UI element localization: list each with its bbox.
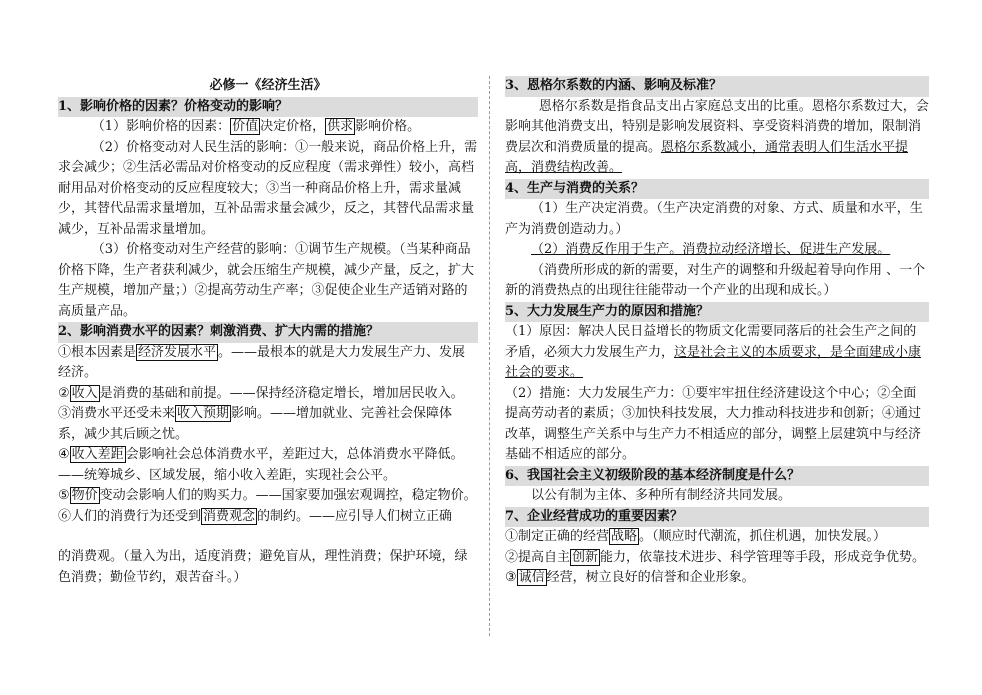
q2-heading: 2、影响消费水平的因素？刺激消费、扩大内需的措施？ [58,322,478,343]
q1-p1-text-c: 影响价格。 [355,119,421,134]
q2-i4-text-a: ④ [58,447,70,462]
right-column [505,76,929,589]
keyword-box-value: 价值 [232,119,259,134]
q3-underlined-text: 恩格尔系数减小，通常表明人们生活水平提高，消费结构改善。 [505,139,909,175]
q2-i4-text-b: 会影响社会总体消费水平，差距过大，总体消费水平降低。——统筹城乡、区域发展，缩小收入差距，实现社会公平。 [58,447,464,483]
q1-heading: 1、影响价格的因素？价格变动的影响？ [58,97,478,118]
q2-item-6-continued: 的消费观。（量入为出，适度消费；避免盲从，理性消费；保护环境，绿色消费；勤俭节约，艰苦奋斗。） [58,549,468,585]
q5-underlined-text: 这是社会主义的本质要求，是全面建成小康社会的要求。 [505,344,922,380]
q2-item-5 [58,486,478,507]
q4-paragraph-3: （消费所形成的新的需要，对生产的调整和升级起着导向作用 、一个新的消费热点的出现往往能带动一个产业的出现和成长。） [505,262,926,298]
q7-i1-text-b: 。（顺应时代潮流，抓住机遇，加快发展。） [639,529,887,544]
q3-text-a: 恩格尔系数是指食品支出占家庭总支出的比重。恩格尔系数过大，会影响其他消费支出，特别是影响发展资料、享受资料消费的增加，限制消费层次和消费质量的提高。 [505,98,929,155]
q7-heading: 7、企业经营成功的重要因素？ [505,507,929,528]
q7-item-1 [505,527,929,548]
keyword-box-supply-demand: 供求 [327,119,354,134]
q1-paragraph-1 [58,117,478,138]
keyword-box-income-gap: 收入差距 [71,447,124,462]
q6-paragraph: 以公有制为主体、多种所有制经济共同发展。 [531,488,792,503]
q2-i3-text-b: 影响。——增加就业、完善社会保障体系，减少其后顾之忧。 [58,406,453,442]
keyword-box-economic-level: 经济发展水平 [138,344,217,360]
keyword-box-income-expectation: 收入预期 [177,406,230,421]
keyword-box-consumption-concept: 消费观念 [203,508,256,524]
q7-item-3 [505,568,929,589]
document-title: 必修一《经济生活》 [209,78,327,93]
q7-i2-text-a: ②提高自主 [505,549,571,565]
q4-paragraph-1: （1）生产决定消费。（生产决定消费的对象、方式、质量和水平，生产为消费创造动力。） [505,201,923,237]
q2-i1-text-b: 。——最根本的就是大力发展生产力、发展经济。 [58,344,466,380]
keyword-box-innovation: 创新 [572,549,599,565]
left-column [58,76,478,588]
q4-underlined-text: （2）消费反作用于生产。消费拉动经济增长、促进生产发展。 [531,242,891,257]
q4-paragraph-2 [505,240,929,261]
q2-i6-text-b: 的制约。——应引导人们树立正确 [257,508,453,524]
q2-item-2 [58,384,478,405]
q5-paragraph-1 [505,322,929,384]
q2-i3-text-a: ③消费水平还受未来 [58,406,176,421]
q2-i5-text-b: 变动会影响人们的购买力。——国家要加强宏观调控，稳定物价。 [99,488,477,503]
q1-p1-text-a: （1）影响价格的因素： [91,119,231,134]
blank-line [58,527,478,547]
q5-p1-text-a: （1）原因：解决人民日益增长的物质文化需要同落后的社会生产之间的矛盾，必须大力发展生产力， [505,324,917,360]
q2-i2-text-a: ② [58,385,70,401]
keyword-box-income: 收入 [71,385,98,401]
column-divider [489,76,490,636]
q3-paragraph [505,97,929,179]
q1-paragraph-2: （2）价格变动对人民生活的影响：①一般来说，商品价格上升，需求会减少；②生活必需品对价格变动的反应程度（需求弹性）较小，高档耐用品对价格变动的反应程度较大；③当一种商品价格上升，需求量减少，其替代品需求量增加，互补品需求量会减少，反之，其替代品需求量减少，互补品需求量增加。 [58,139,478,237]
q1-p1-text-b: 决定价格， [260,119,326,134]
q7-i3-text-a: ③ [505,570,517,585]
q3-heading: 3、恩格尔系数的内涵、影响及标准？ [505,76,929,97]
q7-i3-text-b: 经营，树立良好的信誉和企业形象。 [546,570,755,585]
q7-i2-text-b: 能力，依靠技术进步、科学管理等手段，形成竞争优势。 [600,549,926,565]
q1-paragraph-3: （3）价格变动对生产经营的影响：①调节生产规模。（当某种商品价格下降，生产者获利减少，就会压缩生产规模，减少产量，反之，扩大生产规模，增加产量；）②提高劳动生产率；③促使企业生产适销对路的高质量产品。 [58,242,475,319]
q2-item-6 [58,507,478,528]
q2-i2-text-b: 是消费的基础和前提。——保持经济稳定增长，增加居民收入。 [99,385,464,401]
q2-i5-text-a: ⑤ [58,488,70,503]
q2-item-4 [58,445,478,486]
keyword-box-integrity: 诚信 [518,570,545,585]
keyword-box-price: 物价 [71,488,98,503]
q2-i6-text-a: ⑥人们的消费行为还受到 [58,508,202,524]
q2-i1-text-a: ①根本因素是 [58,344,137,360]
keyword-box-strategy: 战略 [611,529,638,544]
q2-item-1 [58,343,478,384]
q7-i1-text-a: ①制定正确的经营 [505,529,610,544]
q4-heading: 4、生产与消费的关系？ [505,179,929,200]
q7-item-2 [505,548,929,569]
q2-item-3 [58,404,478,445]
q5-heading: 5、大力发展生产力的原因和措施？ [505,302,929,323]
q6-heading: 6、我国社会主义初级阶段的基本经济制度是什么？ [505,466,929,487]
q5-paragraph-2: （2）措施：大力发展生产力：①要牢牢扭住经济建设这个中心；②全面提高劳动者的素质；③加快科技发展，大力推动科技进步和创新；④通过改革，调整生产关系中与生产力不相适应的部分，调整上层建筑中与经济基础不相适应的部分。 [505,385,922,462]
